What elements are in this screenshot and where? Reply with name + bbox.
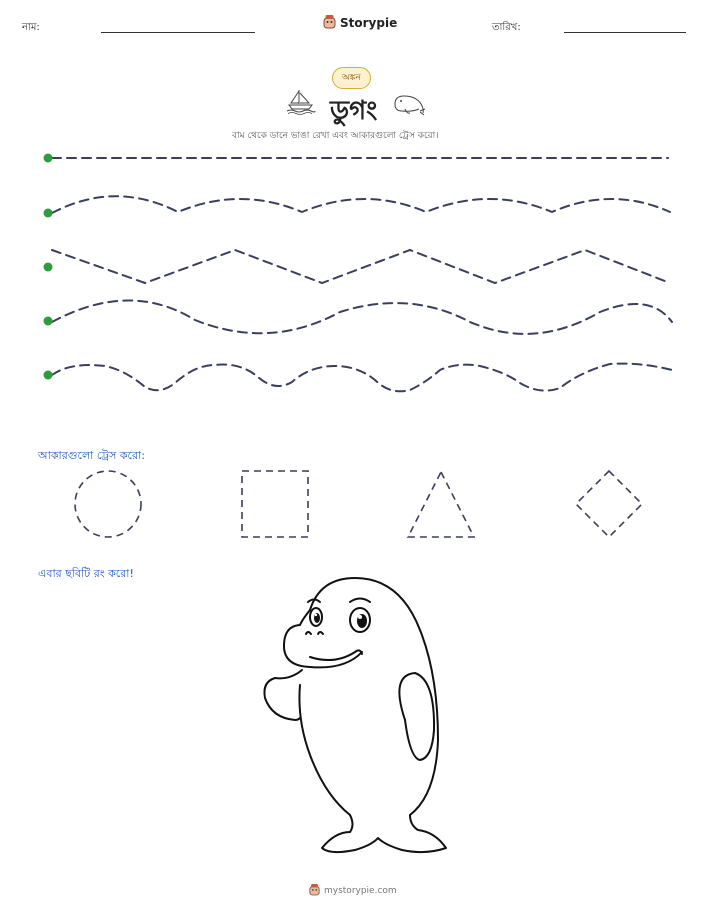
footer-url[interactable]: mystorypie.com [324,885,397,896]
start-dot [44,154,53,163]
trace-shape-triangle [408,472,474,537]
color-heading: এবার ছবিটি রং করো! [38,567,134,580]
trace-shape-circle [75,471,141,537]
tracing-lines [0,0,709,420]
page-title: ডুগং [330,96,378,126]
trace-shape-square [242,471,308,537]
dugong-coloring-image [250,570,460,870]
date-label: তারিখ: [492,22,521,33]
trace-line-wave-1 [52,196,670,213]
shapes-heading: আকারগুলো ট্রেস করো: [38,449,145,462]
brand-name: Storypie [340,16,398,30]
start-dot [44,371,53,380]
start-dot [44,209,53,218]
start-dot [44,263,53,272]
instruction-text: বাম থেকে ডানে ভাঙা রেখা এবং আকারগুলো ট্রেস করো। [232,131,439,141]
tracing-shapes [0,460,709,550]
start-dot [44,317,53,326]
trace-line-wave-3 [52,364,672,392]
trace-shape-diamond [576,471,642,537]
footer [309,881,397,900]
name-label: নাম: [22,22,40,33]
storypie-logo-icon [309,881,320,900]
trace-line-wave-2 [52,300,672,333]
category-badge: অঙ্কন [332,67,371,89]
trace-line-zigzag [52,250,670,283]
